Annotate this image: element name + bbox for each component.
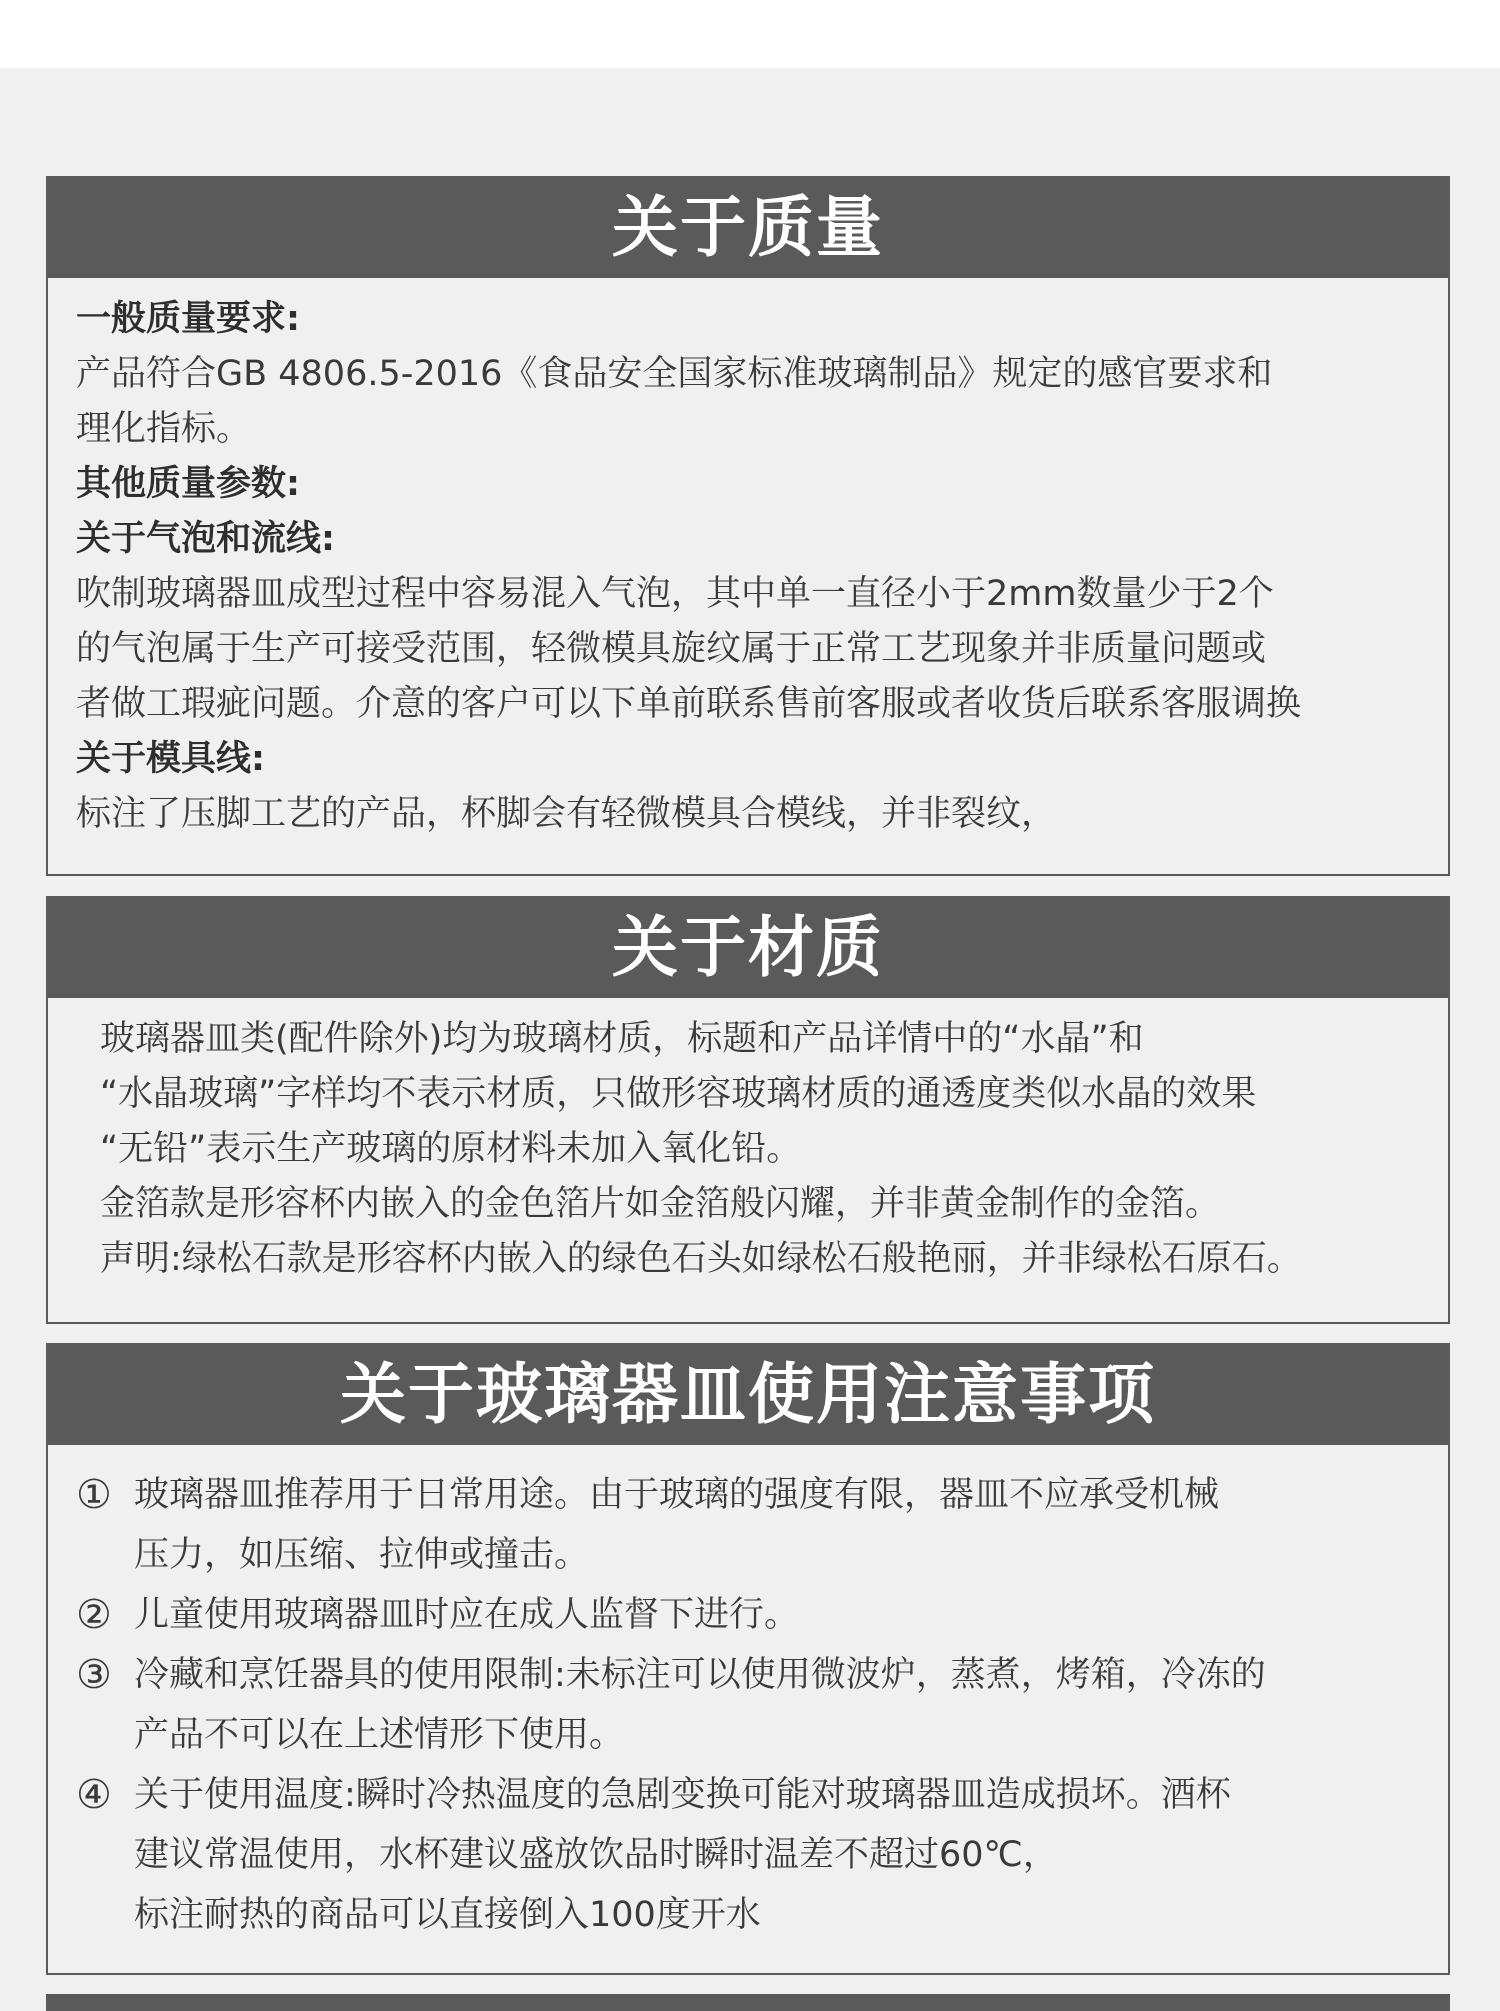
material-line: 声明:绿松石款是形容杯内嵌入的绿色石头如绿松石般艳丽，并非绿松石原石。	[100, 1239, 1302, 1279]
note-line: 关于使用温度:瞬时冷热温度的急剧变换可能对玻璃器皿造成损坏。酒杯	[134, 1775, 1231, 1815]
bubble-line: 者做工瑕疵问题。介意的客户可以下单前联系售前客服或者收货后联系客服调换	[76, 684, 1302, 724]
note-line: 儿童使用玻璃器皿时应在成人监督下进行。	[134, 1595, 800, 1635]
top-white-strip	[0, 0, 1500, 68]
bubble-line: 吹制玻璃器皿成型过程中容易混入气泡，其中单一直径小于2mm数量少于2个	[76, 574, 1274, 614]
other-quality-heading: 其他质量参数:	[76, 464, 300, 504]
general-quality-line: 产品符合GB 4806.5-2016《食品安全国家标准玻璃制品》规定的感官要求和	[76, 354, 1273, 394]
bubble-heading: 关于气泡和流线:	[76, 519, 335, 559]
next-section-header-bar	[46, 1994, 1450, 2011]
material-line: “无铅”表示生产玻璃的原材料未加入氧化铅。	[100, 1129, 802, 1169]
bubble-line: 的气泡属于生产可接受范围，轻微模具旋纹属于正常工艺现象并非质量问题或	[76, 629, 1267, 669]
quality-section-body	[48, 278, 1448, 842]
note-line: 产品不可以在上述情形下使用。	[134, 1715, 625, 1755]
usage-notes-body	[48, 1445, 1448, 1945]
material-section	[46, 896, 1450, 1324]
note-number: ②	[76, 1592, 112, 1638]
note-text	[134, 1465, 1219, 1585]
material-line: “水晶玻璃”字样均不表示材质，只做形容玻璃材质的通透度类似水晶的效果	[100, 1074, 1257, 1114]
material-line: 玻璃器皿类(配件除外)均为玻璃材质，标题和产品详情中的“水晶”和	[100, 1019, 1144, 1059]
quality-section	[46, 176, 1450, 876]
general-quality-line: 理化指标。	[76, 409, 252, 449]
usage-note	[76, 1765, 1420, 1945]
mold-line-text: 标注了压脚工艺的产品，杯脚会有轻微模具合模线，并非裂纹，	[76, 794, 1057, 834]
note-line: 标注耐热的商品可以直接倒入100度开水	[134, 1895, 761, 1935]
material-line: 金箔款是形容杯内嵌入的金色箔片如金箔般闪耀，并非黄金制作的金箔。	[100, 1184, 1221, 1224]
note-number: ④	[76, 1772, 112, 1818]
note-line: 玻璃器皿推荐用于日常用途。由于玻璃的强度有限，器皿不应承受机械	[134, 1475, 1220, 1515]
note-text	[134, 1585, 799, 1645]
general-quality-heading: 一般质量要求:	[76, 299, 300, 339]
note-line: 建议常温使用，水杯建议盛放饮品时瞬时温差不超过60℃，	[134, 1835, 1058, 1875]
quality-section-title: 关于质量	[48, 178, 1448, 278]
usage-note	[76, 1585, 1420, 1645]
usage-note	[76, 1465, 1420, 1585]
note-line: 压力，如压缩、拉伸或撞击。	[134, 1535, 590, 1575]
usage-note	[76, 1645, 1420, 1765]
note-number: ①	[76, 1472, 112, 1518]
material-section-title: 关于材质	[48, 898, 1448, 998]
note-text	[134, 1765, 1231, 1945]
usage-notes-section	[46, 1343, 1450, 1975]
material-section-body	[48, 998, 1448, 1287]
mold-line-heading: 关于模具线:	[76, 739, 265, 779]
note-line: 冷藏和烹饪器具的使用限制:未标注可以使用微波炉，蒸煮，烤箱，冷冻的	[134, 1655, 1266, 1695]
note-number: ③	[76, 1652, 112, 1698]
usage-notes-section-title: 关于玻璃器皿使用注意事项	[48, 1345, 1448, 1445]
note-text	[134, 1645, 1266, 1765]
